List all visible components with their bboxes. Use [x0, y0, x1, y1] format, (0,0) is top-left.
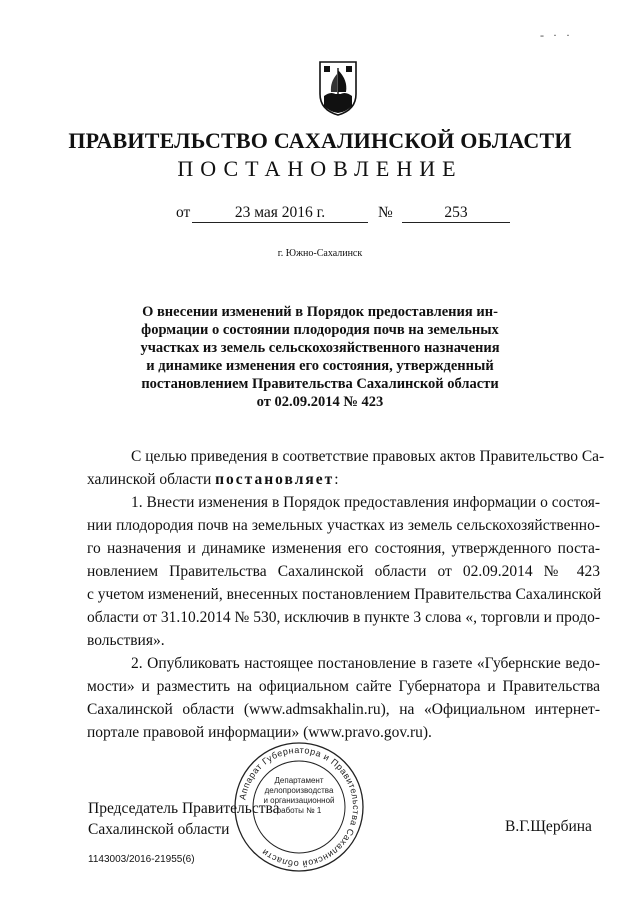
- stamp-line: Департамент: [274, 776, 324, 785]
- item1-line: новлением Правительства Сахалинской области от 02.09.2014 № 423: [87, 563, 600, 580]
- city: г. Южно-Сахалинск: [277, 248, 363, 259]
- subject-line: участках из земель сельскохозяйственного назначения: [140, 340, 500, 356]
- date-prefix: от: [176, 204, 191, 221]
- position-line: Сахалинской области: [88, 821, 230, 838]
- item1-line: вольствия».: [87, 632, 165, 649]
- resolves-word: постановляет: [215, 471, 335, 488]
- document-date: 23 мая 2016 г.: [192, 204, 368, 223]
- coat-of-arms-icon: [318, 60, 358, 116]
- date-number-line: [0, 204, 640, 228]
- corner-marks: - · ·: [540, 28, 573, 42]
- item1-line: области от 31.10.2014 № 530, исключив в пункте 3 слова «, торговли и продо-: [87, 609, 600, 626]
- government-title: ПРАВИТЕЛЬСТВО САХАЛИНСКОЙ ОБЛАСТИ: [68, 128, 572, 153]
- signatory-name: В.Г.Щербина: [505, 818, 592, 835]
- item2-line: Сахалинской области (www.admsakhalin.ru), на «Официальном интернет-: [87, 701, 600, 718]
- preamble-colon: :: [334, 471, 339, 488]
- item2-line: портале правовой информации» (www.pravo.gov.ru).: [87, 724, 432, 741]
- preamble-line: [87, 468, 600, 491]
- document-number: 253: [402, 204, 510, 223]
- stamp-inner-text: [262, 776, 336, 816]
- subject-line: постановлением Правительства Сахалинской области: [141, 376, 499, 392]
- stamp-line: работы № 1: [276, 806, 322, 815]
- subject-line: формации о состоянии плодородия почв на земельных: [141, 322, 499, 338]
- item2-line: мости» и разместить на официальном сайте Губернатора и Правительства: [87, 678, 600, 695]
- subject-line: О внесении изменений в Порядок предоставления ин-: [142, 304, 498, 320]
- subject-line: и динамике изменения его состояния, утвержденный: [146, 358, 494, 374]
- stamp-ring-text: Аппарат Губернатора и Правительства Сахалинской области: [237, 744, 362, 870]
- item1-line: нии плодородия почв на земельных участках из земель сельскохозяйственно-: [87, 517, 600, 534]
- item2-line: 2. Опубликовать настоящее постановление в газете «Губернские ведо-: [131, 655, 600, 672]
- item1-line: го назначения и динамике изменения его состояния, утвержденного поста-: [87, 540, 600, 557]
- preamble-text: халинской области: [87, 471, 216, 488]
- item1-line: 1. Внести изменения в Порядок предоставления информации о состоя-: [131, 494, 600, 511]
- document-type: ПОСТАНОВЛЕНИЕ: [177, 156, 463, 181]
- stamp-line: и организационной: [263, 796, 335, 805]
- stamp-line: делопроизводства: [264, 786, 334, 795]
- document-body: [87, 445, 605, 744]
- item1-line: с учетом изменений, внесенных постановлением Правительства Сахалинской: [87, 586, 602, 603]
- subject-line: от 02.09.2014 № 423: [256, 394, 384, 410]
- position-line: Председатель Правительства: [88, 800, 280, 817]
- number-prefix: №: [378, 204, 393, 221]
- document-subject: [130, 303, 510, 411]
- preamble-line: С целью приведения в соответствие правовых актов Правительство Са-: [131, 448, 605, 465]
- registration-number: 1143003/2016-21955(6): [88, 854, 195, 865]
